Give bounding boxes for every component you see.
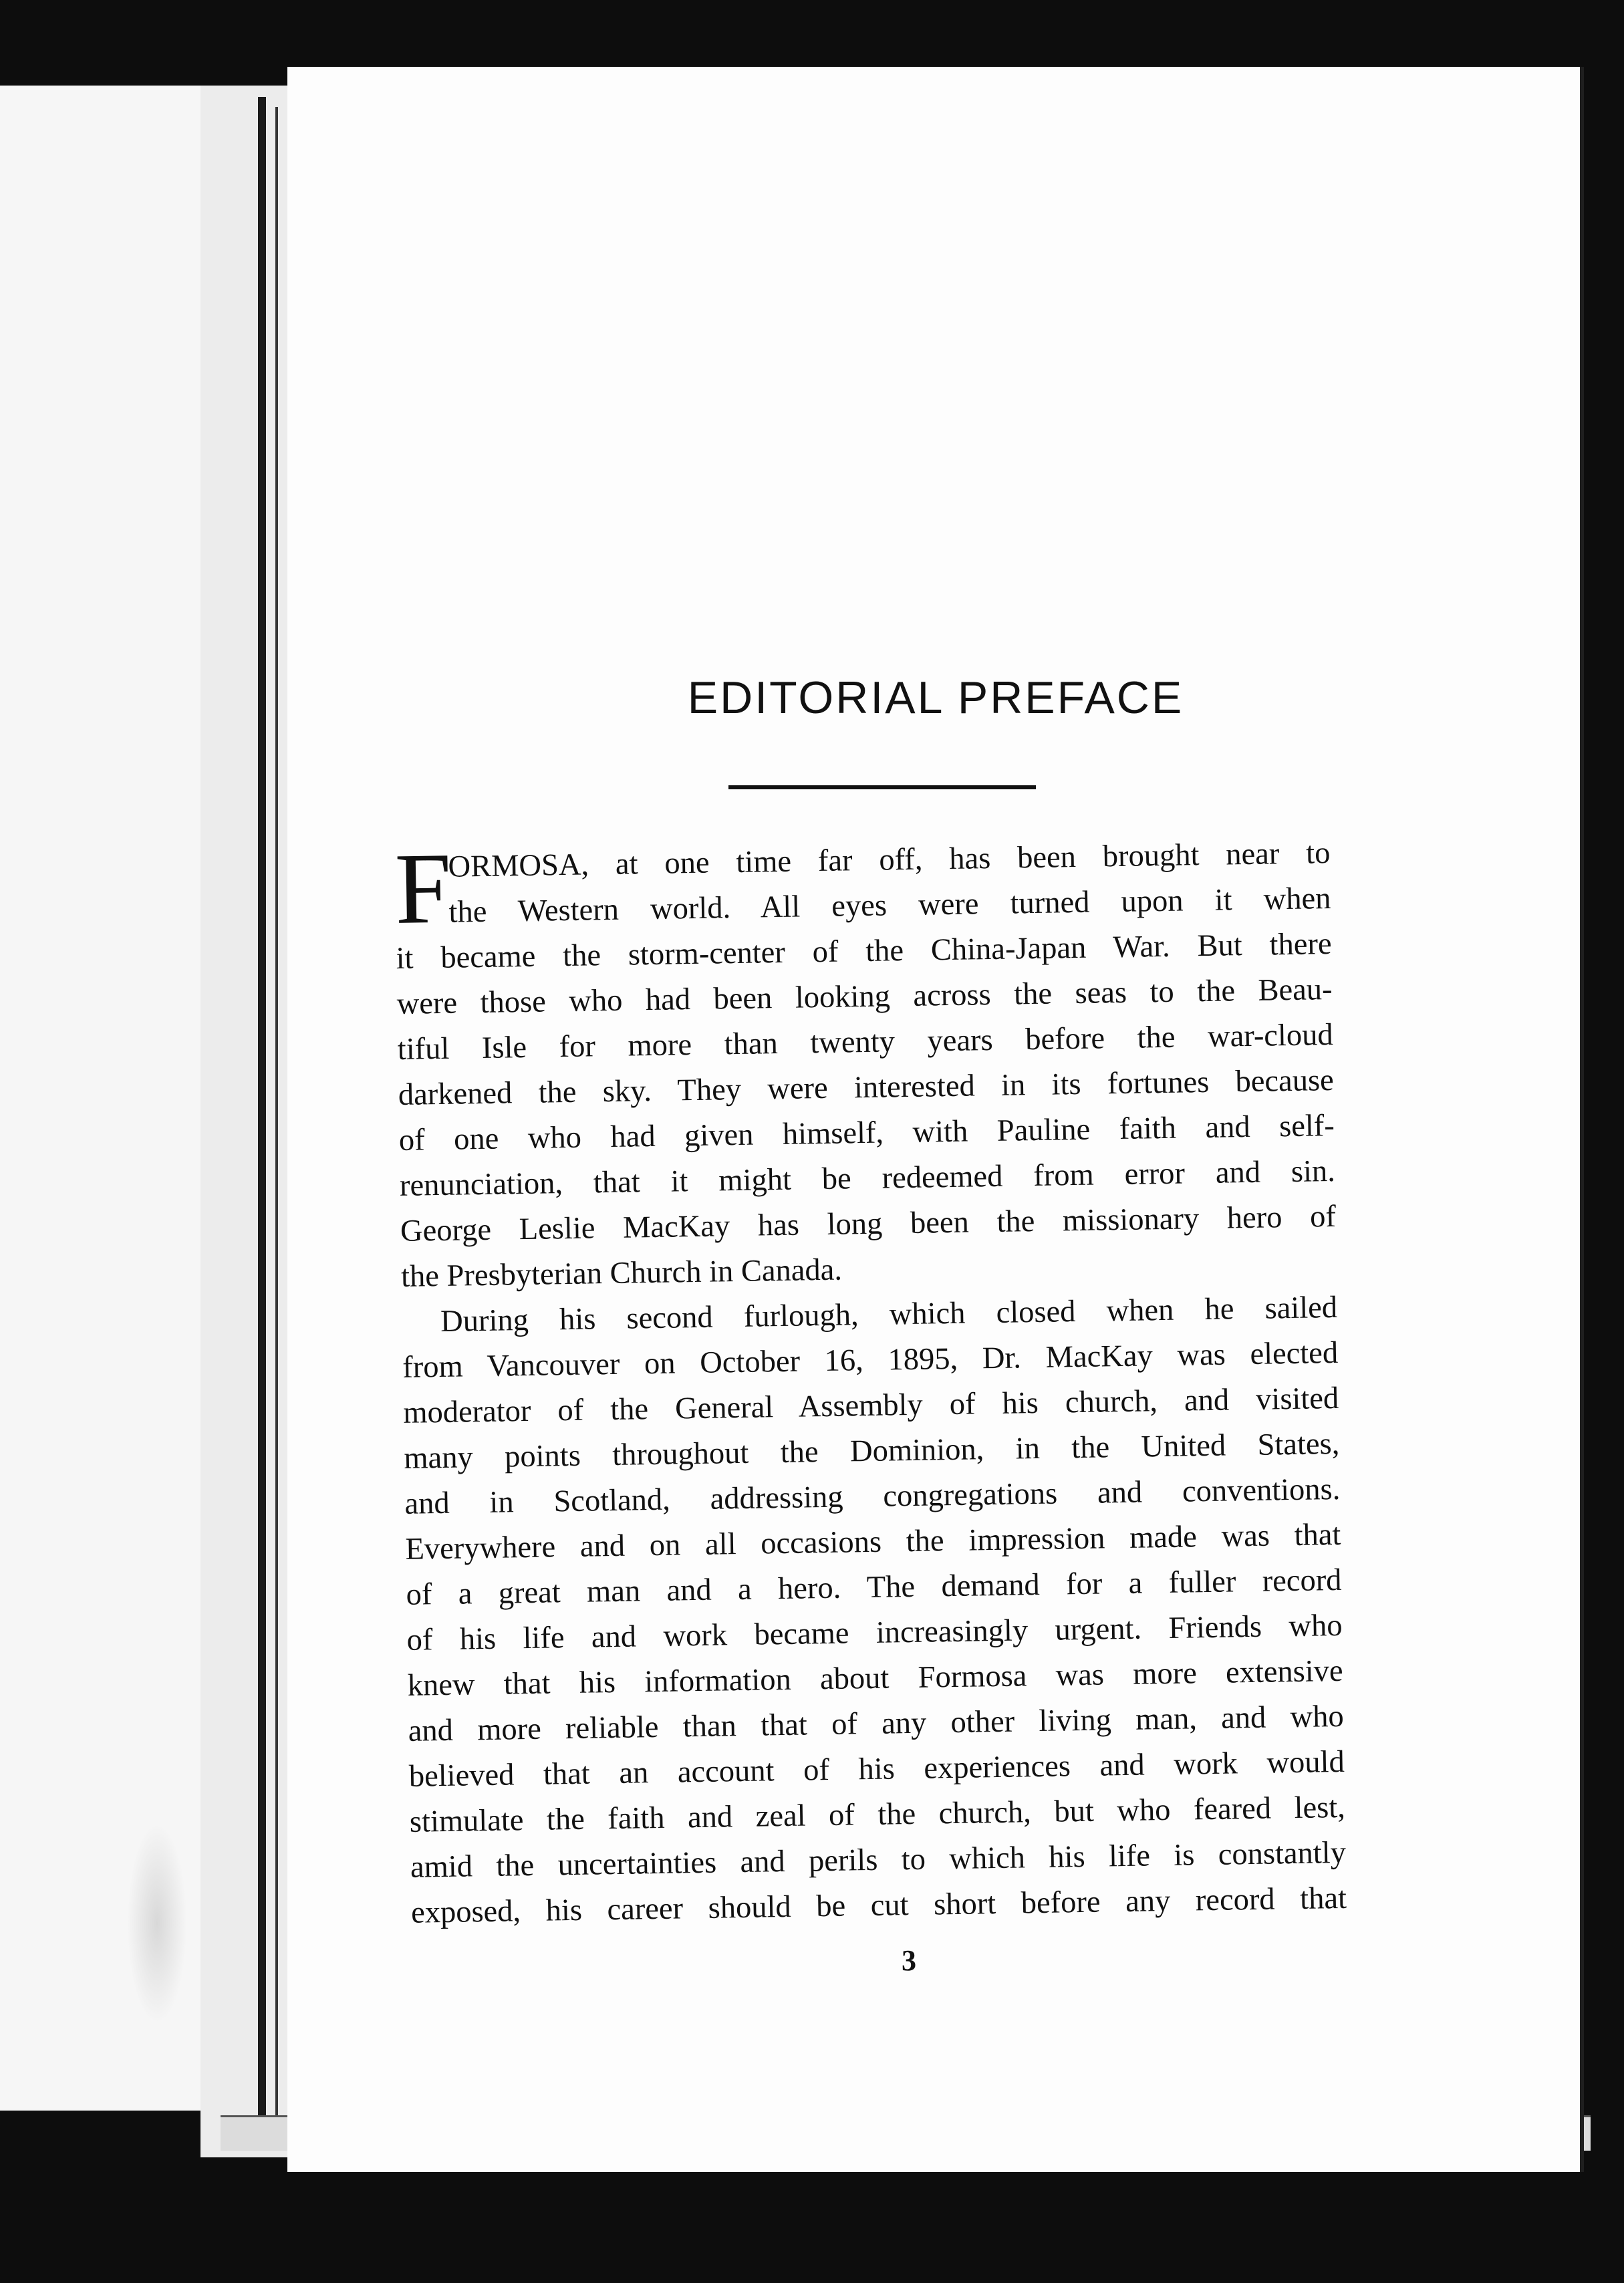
page-stain	[127, 1823, 187, 2024]
text-line: of his life and work became increasingly urgent. Friends who	[406, 1608, 1343, 1657]
text-line: exposed, his career should be cut short before any record that	[410, 1881, 1347, 1930]
drop-cap: F	[394, 831, 452, 945]
text-line: George Leslie MacKay has long been the missionary hero of	[400, 1199, 1337, 1248]
first-paragraph	[394, 831, 1337, 1300]
text-line: knew that his information about Formosa was more extensive	[407, 1653, 1343, 1703]
book-gutter	[200, 86, 294, 2157]
text-line: of one who had given himself, with Pauline faith and self-	[398, 1108, 1335, 1158]
text-line: were those who had been looking across the seas to the Beau-	[396, 972, 1333, 1021]
text-line: Everywhere and on all occasions the impression made was that	[405, 1517, 1341, 1567]
spine-edge	[258, 97, 266, 2135]
right-page	[287, 67, 1584, 2172]
title-rule	[728, 785, 1036, 789]
second-paragraph	[402, 1285, 1347, 1936]
spine-edge-inner	[275, 107, 278, 2139]
text-line: of a great man and a hero. The demand for a fuller record	[406, 1563, 1342, 1612]
text-line: tiful Isle for more than twenty years before the war-cloud	[397, 1017, 1334, 1067]
text-line: darkened the sky. They were interested in its fortunes because	[398, 1063, 1335, 1112]
page-title: EDITORIAL PREFACE	[687, 672, 1184, 723]
text-line: amid the uncertainties and perils to which his life is constantly	[410, 1835, 1347, 1885]
text-line: During his second furlough, which closed when he sailed	[440, 1290, 1338, 1339]
text-line: and more reliable than that of any other living man, and who	[408, 1699, 1345, 1748]
text-line: believed that an account of his experiences and work would	[408, 1744, 1345, 1794]
body-text	[394, 831, 1347, 1936]
text-line: from Vancouver on October 16, 1895, Dr. MacKay was elected	[402, 1335, 1339, 1385]
page-number: 3	[902, 1944, 916, 1977]
text-line: it became the storm-center of the China-Japan War. But there	[396, 926, 1332, 976]
text-line: ORMOSA, at one time far off, has been brought near to	[448, 836, 1331, 884]
text-line: renunciation, that it might be redeemed from error and sin.	[399, 1154, 1336, 1203]
text-line: the Western world. All eyes were turned upon it when	[448, 882, 1331, 930]
text-line: the Presbyterian Church in Canada.	[400, 1252, 843, 1294]
text-line: and in Scotland, addressing congregations and conventions.	[404, 1472, 1341, 1521]
text-line: moderator of the General Assembly of his church, and visited	[402, 1381, 1339, 1430]
text-line: stimulate the faith and zeal of the church, but who feared lest,	[409, 1790, 1346, 1839]
text-line: many points throughout the Dominion, in the United States,	[404, 1426, 1340, 1476]
left-blank-page	[0, 86, 203, 2111]
